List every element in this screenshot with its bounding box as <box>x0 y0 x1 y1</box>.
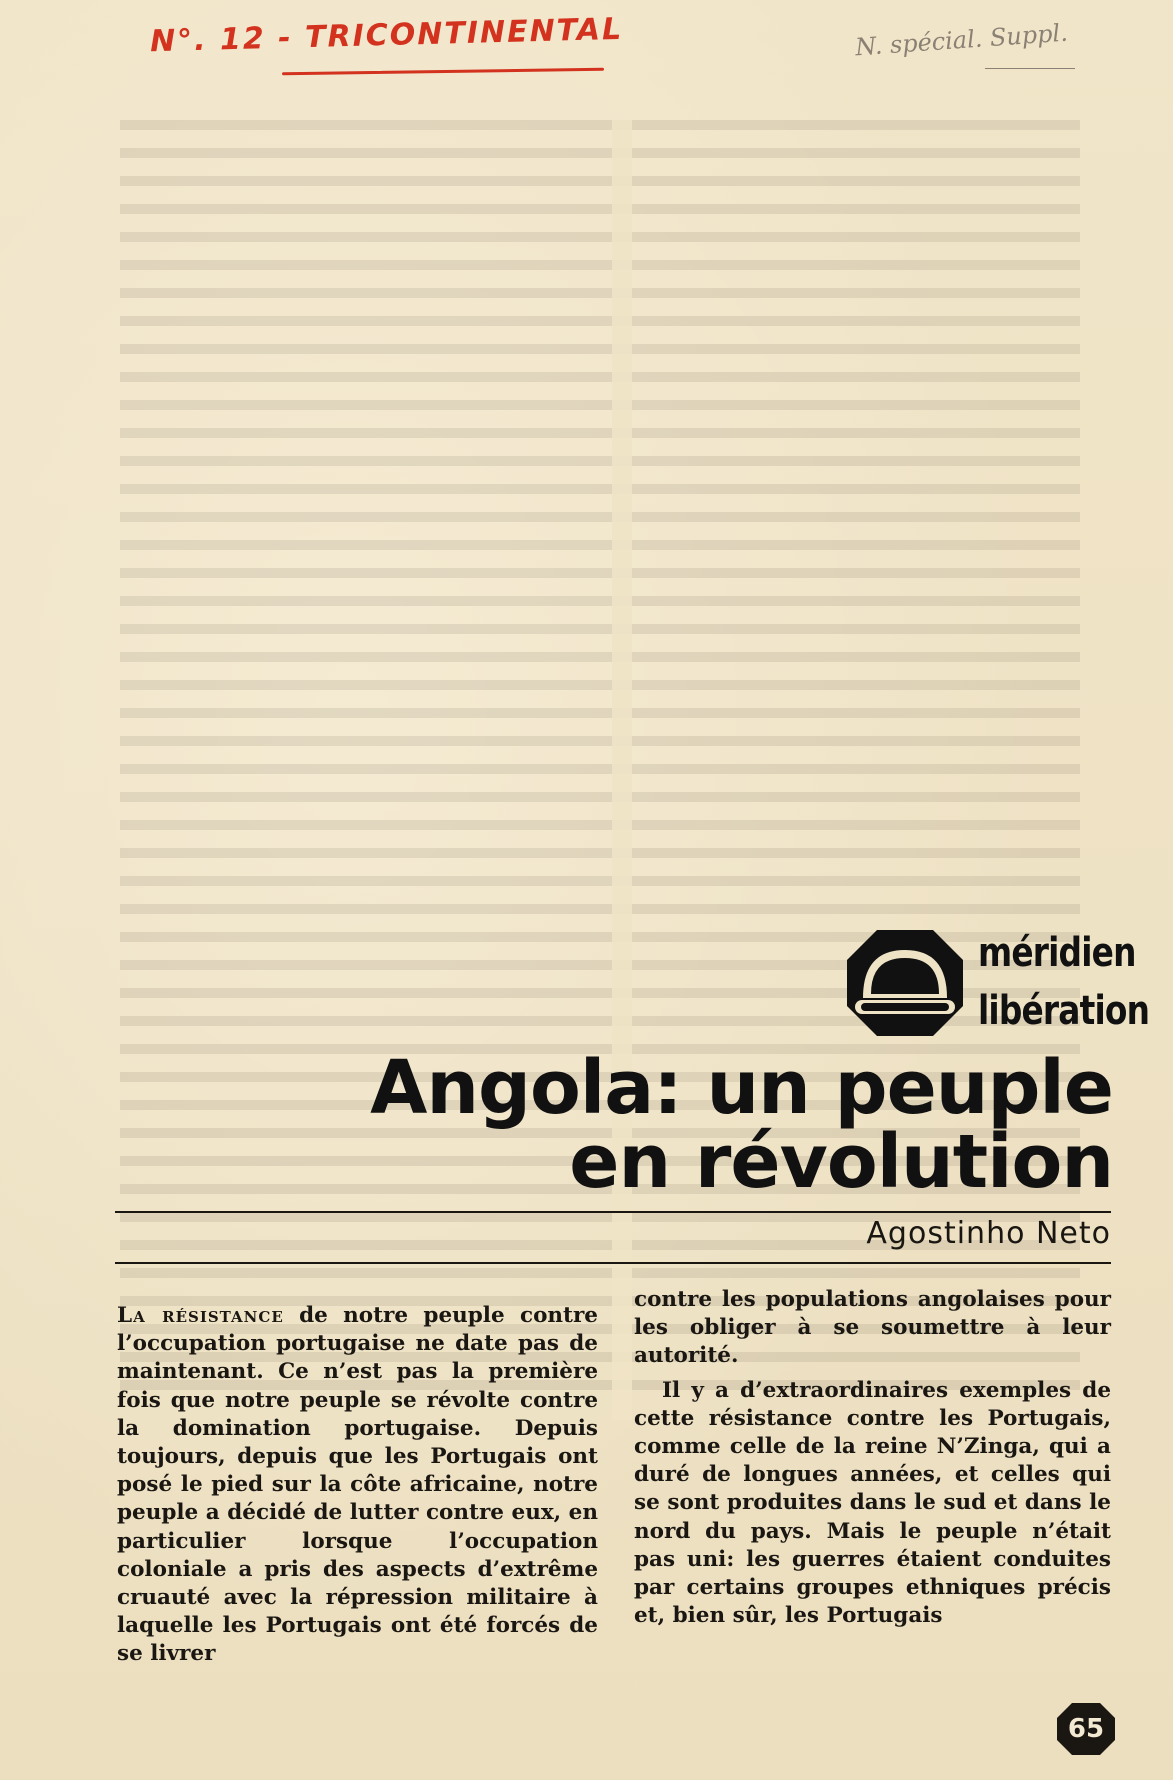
archive-note-underline <box>282 68 604 75</box>
bleed-through-text <box>120 120 1080 1400</box>
lead-in-smallcaps: La résistance <box>117 1303 284 1328</box>
right-paragraph-1: contre les populations angolaises pour les obliger à se soumettre à leur autorité. <box>634 1287 1111 1369</box>
pencil-note-underline <box>985 68 1075 69</box>
logo-text-meridien: méridien <box>978 930 1136 976</box>
article-title-line1: Angola: un peuple <box>370 1045 1113 1131</box>
article-column-left <box>117 1302 598 1669</box>
archive-handwritten-note: N°. 12 - TRICONTINENTAL <box>149 11 624 60</box>
title-rule-top <box>115 1211 1111 1213</box>
pencil-handwritten-note: N. spécial. Suppl. <box>854 18 1069 62</box>
left-paragraph <box>117 1302 598 1669</box>
article-column-right <box>634 1286 1111 1630</box>
article-author: Agostinho Neto <box>866 1216 1111 1251</box>
logo-text-liberation: libération <box>978 988 1150 1034</box>
title-rule-bottom <box>115 1262 1111 1264</box>
left-column-text: de notre peuple contre l’occupation portugaise ne date pas de maintenant. Ce n’est pas la première fois que notre peuple se révolte contre la domination portugaise. Depuis toujours, depuis que les Portugais ont posé le pied sur la côte africaine, notre peuple a décidé de lutter contre eux, en particulier lorsque l’occupation coloniale a pris des aspects d’extrême cruauté avec la répression militaire à laquelle les Portugais ont été forcés de se livrer <box>117 1303 598 1667</box>
article-title-line2: en révolution <box>569 1119 1113 1205</box>
page-number: 65 <box>1067 1714 1105 1744</box>
bleed-through-gutter <box>612 120 632 1420</box>
right-paragraph-2: Il y a d’extraordinaires exemples de cette résistance contre les Portugais, comme celle de la reine N’Zinga, qui a duré de longues années, et celles qui se sont produites dans le sud et dans le nord du pays. Mais le peuple n’était pas uni: les guerres étaient conduites par certains groupes ethniques précis et, bien sûr, les Portugais <box>634 1377 1111 1629</box>
